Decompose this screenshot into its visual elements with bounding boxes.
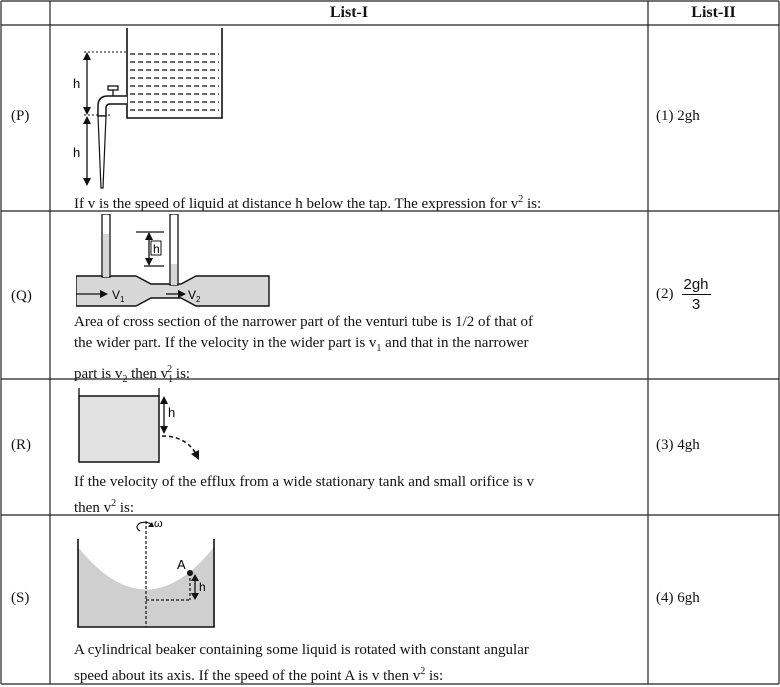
fig-q-v1: $V_1$ [112,288,125,304]
rotating-beaker-figure [72,517,222,635]
fraction-2gh-over-3: $\frac{2gh}{3}$ [683,276,709,313]
row-r-description: If the velocity of the efflux from a wide stationary tank and small orifice is v then $v^2$ is: [74,474,534,516]
row-r-label: (R) [11,437,31,453]
header-list-i: List-I [329,4,369,21]
row-s-list2: (4) 6gh [656,590,700,606]
row-q-description: Area of cross section of the narrower part of the venturi tube is 1/2 of that of the wider part. If the velocity in the wider part is $v_1$ and that in the narrower part is $v_2$ then $v_1^2$ is: [74,314,534,385]
fig-q-v2: $V_2$ [188,288,201,304]
fig-p-h2: h [73,145,81,160]
tank-tap-figure [72,28,232,190]
fig-s-h: h [199,580,206,594]
row-p-list2: (1) 2gh [656,108,700,124]
row-p-description: If v is the speed of liquid at distance h below the tap. The expression for $v^2$ is: [74,194,542,212]
venturi-tube-figure [76,214,276,309]
header-list-ii: List-II [691,4,736,21]
fig-p-h1: h [73,76,81,91]
row-s-description: A cylindrical beaker containing some liquid is rotated with constant angular speed about its axis. If the speed of the point A is v then $v^2$ is: [74,642,529,684]
fig-q-h: h [153,242,160,256]
row-p-label: (P) [11,108,30,124]
fig-s-a: A [177,557,186,572]
tank-orifice-figure [76,386,226,466]
fig-s-omega: ω [154,518,163,530]
row-r-list2: (3) 4gh [656,437,700,453]
fig-r-h: h [168,405,176,420]
row-s-label: (S) [11,590,30,606]
row-q-list2: (2) $\frac{2gh}{3}$ [656,276,709,313]
row-q-label: (Q) [11,288,32,304]
